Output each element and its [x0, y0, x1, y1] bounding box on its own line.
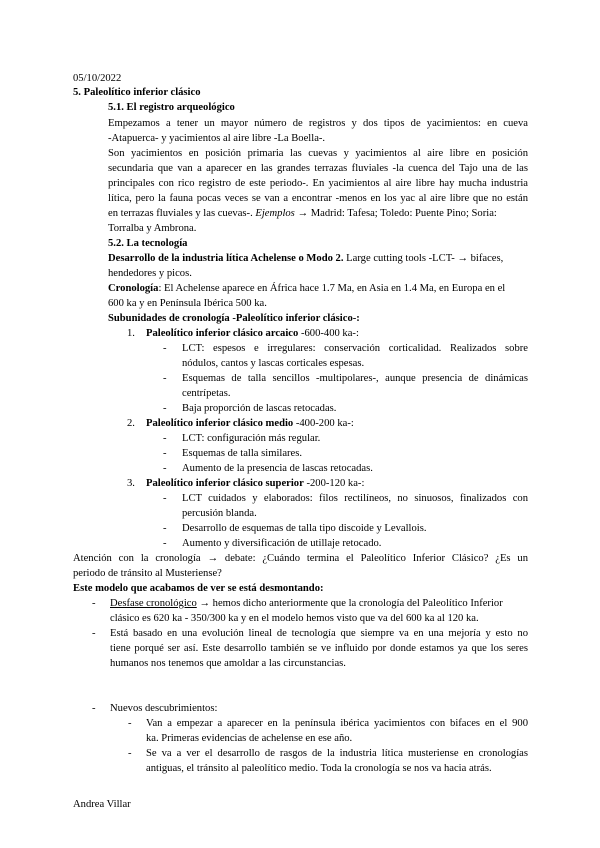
subsection-heading-5-2: 5.2. La tecnología [108, 238, 188, 249]
bullet-dash: - [163, 463, 167, 474]
bullet-dash: - [92, 598, 96, 609]
list-item: LCT: configuración más regular. [182, 433, 321, 444]
bullet-dash: - [163, 433, 167, 444]
bullet-dash: - [128, 748, 132, 759]
paragraph-line: hendedores y picos. [108, 268, 192, 279]
date: 05/10/2022 [73, 73, 122, 84]
list-item: nódulos, cantos y lascas corticales espesas. [182, 358, 365, 369]
footer-author: Andrea Villar [73, 799, 131, 810]
bullet-dash: - [163, 538, 167, 549]
list-item: tiene porqué ser así. Este desarrollo también se ve influido por donde estamos ya que los seres [110, 643, 528, 654]
bullet-dash: - [163, 373, 167, 384]
desfase-link-text: Desfase cronológico [110, 598, 197, 609]
list-item-number: 1. [127, 328, 135, 339]
list-item-title: Paleolítico inferior clásico medio -400-200 ka-: [146, 418, 354, 429]
list-item: centrípetas. [182, 388, 231, 399]
section-title: Paleolítico inferior clásico [83, 87, 201, 98]
list-item: Baja proporción de lascas retocadas. [182, 403, 337, 414]
ejemplos-label: Ejemplos [255, 208, 295, 219]
list-item-title: Paleolítico inferior clásico superior -200-120 ka-: [146, 478, 365, 489]
list-item: humanos nos tenemos que amoldar a las circunstancias. [110, 658, 346, 669]
bullet-dash: - [163, 523, 167, 534]
nuevos-label: Nuevos descubrimientos: [110, 703, 218, 714]
list-item: Aumento de la presencia de lascas retocadas. [182, 463, 373, 474]
list-item-title: Paleolítico inferior clásico arcaico -600-400 ka-: [146, 328, 359, 339]
list-item-number: 3. [127, 478, 135, 489]
list-item-number: 2. [127, 418, 135, 429]
paragraph-line: principales con rico registro de este periodo-. En yacimientos al aire libre hay mucha industria [108, 178, 528, 189]
paragraph-line-examples: en terrazas fluviales y las cuevas-. Ejemplos → Madrid: Tafesa; Toledo: Puente Pino; Soria: [108, 208, 497, 219]
list-item: LCT: espesos e irregulares: conservación corticalidad. Realizados sobre [182, 343, 528, 354]
desarrollo-line: Desarrollo de la industria lítica Achelense o Modo 2. Large cutting tools -LCT- → bifaces, [108, 253, 504, 264]
list-item: clásico es 620 ka - 350/300 ka y en el modelo hemos visto que va del 600 ka al 120 ka. [110, 613, 479, 624]
list-item: ka. Primeras evidencias de achelense en ese año. [146, 733, 353, 744]
bullet-dash: - [92, 628, 96, 639]
subsection-heading-5-1: 5.1. El registro arqueológico [108, 102, 235, 113]
list-item: Esquemas de talla sencillos -multipolares-, aunque presencia de dinámicas [182, 373, 528, 384]
paragraph-line: 600 ka y en Península Ibérica 500 ka. [108, 298, 267, 309]
paragraph-line: lítica, pero la fauna pocas veces se van a encontrar -menos en los yac al aire libre que no están [108, 193, 528, 204]
list-item: Está basado en una evolución lineal de tecnología que siempre va en una mejoría y esto no [110, 628, 528, 639]
paragraph-line: periodo de tránsito al Musteriense? [73, 568, 222, 579]
cronologia-line: Cronología: El Achelense aparece en África hace 1.7 Ma, en Asia en 1.4 Ma, en Europa en el [108, 283, 506, 294]
paragraph-line: Empezamos a tener un mayor número de registros y dos tipos de yacimientos: en cueva [108, 118, 528, 129]
list-item: Esquemas de talla similares. [182, 448, 303, 459]
bullet-dash: - [163, 403, 167, 414]
list-item: Se va a ver el desarrollo de rasgos de la industria lítica musteriense en cronologías [146, 748, 528, 759]
paragraph-line: secundaria que van a aparecer en las grandes terrazas fluviales -la cuenca del Tajo una de las [108, 163, 528, 174]
subunidades-heading: Subunidades de cronología -Paleolítico inferior clásico-: [108, 313, 360, 324]
bullet-dash: - [163, 343, 167, 354]
list-item: Desfase cronológico → hemos dicho anteriormente que la cronología del Paleolítico Inferior [110, 598, 503, 609]
bullet-dash: - [163, 448, 167, 459]
bullet-dash: - [128, 718, 132, 729]
list-item: antiguas, el tránsito al paleolítico medio. Toda la cronología se nos va hacia atrás. [146, 763, 492, 774]
paragraph-line: -Atapuerca- y yacimientos al aire libre -La Boella-. [108, 133, 326, 144]
section-number: 5. [73, 87, 81, 98]
list-item: Van a empezar a aparecer en la península ibérica yacimientos con bifaces en el 900 [146, 718, 528, 729]
bullet-dash: - [92, 703, 96, 714]
section-heading [73, 85, 201, 100]
list-item: LCT cuidados y elaborados: filos rectilíneos, no sinuosos, finalizados con [182, 493, 528, 504]
list-item: Aumento y diversificación de utillaje retocado. [182, 538, 382, 549]
paragraph-line: Atención con la cronología → debate: ¿Cuándo termina el Paleolítico Inferior Clásico? ¿Es un [73, 553, 528, 564]
paragraph-line: Torralba y Ambrona. [108, 223, 197, 234]
modelo-heading: Este modelo que acabamos de ver se está desmontando: [73, 583, 324, 594]
paragraph-line: Son yacimientos en posición primaria las cuevas y yacimientos al aire libre en posición [108, 148, 528, 159]
list-item: percusión blanda. [182, 508, 257, 519]
bullet-dash: - [163, 493, 167, 504]
list-item: Desarrollo de esquemas de talla tipo discoide y Levallois. [182, 523, 427, 534]
